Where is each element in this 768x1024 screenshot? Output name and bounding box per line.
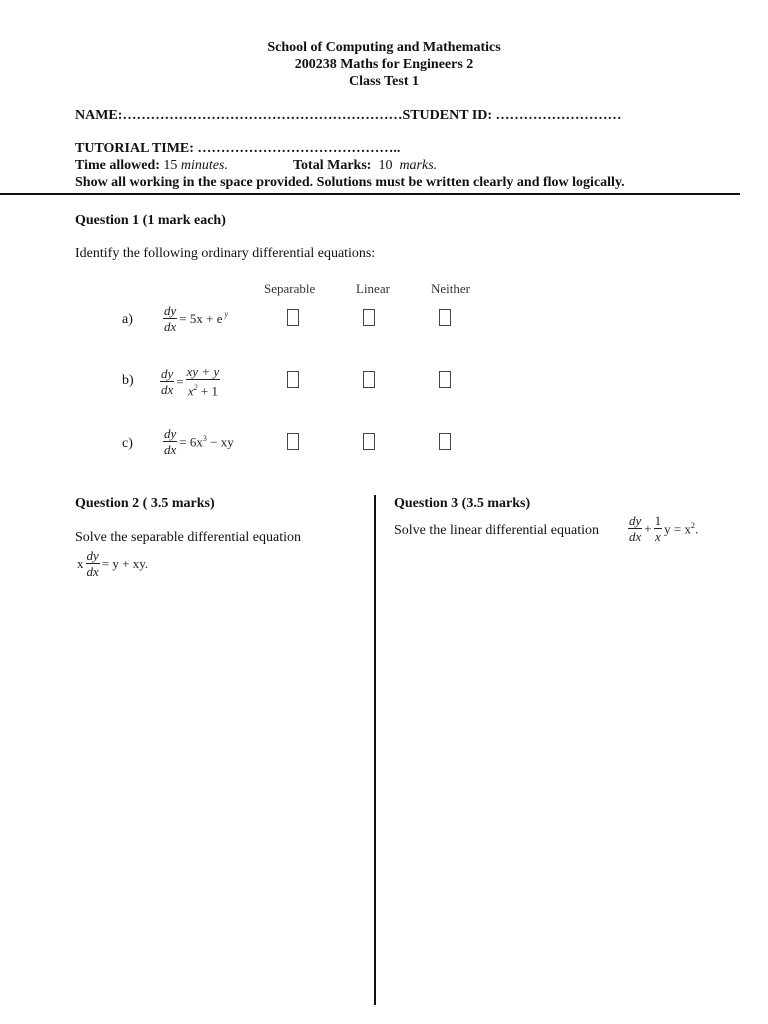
time-unit: minutes. xyxy=(180,158,228,173)
column-linear: Linear xyxy=(356,281,390,296)
question3-prompt: Solve the linear differential equation xyxy=(394,523,600,538)
checkbox-a-linear[interactable] xyxy=(363,309,375,326)
student-id-field[interactable]: ……………………… xyxy=(492,108,622,123)
equation-a xyxy=(163,303,228,335)
time-allowed xyxy=(75,158,228,174)
eq-c-den: dx xyxy=(164,442,177,457)
eq-c-sup: 3 xyxy=(202,433,207,443)
question3-equation xyxy=(628,513,700,545)
checkbox-c-separable[interactable] xyxy=(287,433,299,450)
question3-heading: Question 3 (3.5 marks) xyxy=(394,496,531,511)
time-value: 15 xyxy=(163,158,178,173)
question1-heading: Question 1 (1 mark each) xyxy=(75,213,226,228)
row-c-label: c) xyxy=(122,436,133,451)
name-row xyxy=(75,108,622,124)
equation-b xyxy=(160,364,220,399)
eq-c-num: dy xyxy=(164,426,177,441)
equation-c xyxy=(163,426,236,458)
eq-b-rhs-den-x: x xyxy=(187,383,194,399)
eq3-rhs-b: . xyxy=(694,521,699,537)
eq3-den2: x xyxy=(654,529,661,544)
eq3-den1: dx xyxy=(629,529,642,544)
question2-equation xyxy=(75,548,150,580)
column-separable: Separable xyxy=(264,281,316,296)
tutorial-row xyxy=(75,141,400,157)
eq-a-num: dy xyxy=(164,303,177,318)
eq2-num: dy xyxy=(86,548,99,563)
tutorial-field[interactable]: …………………………………….. xyxy=(193,141,401,156)
eq-a-den: dx xyxy=(164,319,177,334)
name-field[interactable]: …………………………………………………… xyxy=(122,108,403,123)
checkbox-c-neither[interactable] xyxy=(439,433,451,450)
eq-b-rhs-den-rest: + 1 xyxy=(197,383,218,399)
eq-b-rhs-den-sup: 2 xyxy=(193,383,198,392)
row-a-label: a) xyxy=(122,312,133,327)
checkbox-a-neither[interactable] xyxy=(439,309,451,326)
eq-b-equals: = xyxy=(176,373,184,389)
eq-c-rhs-b: − xy xyxy=(206,434,234,450)
eq-a-rhs: = 5x + e xyxy=(179,311,223,326)
eq3-rhs-a: y = x xyxy=(664,521,691,537)
student-id-label: STUDENT ID: xyxy=(402,108,493,123)
checkbox-b-separable[interactable] xyxy=(287,371,299,388)
eq-a-sup: y xyxy=(224,309,229,319)
eq-b-rhs-num: xy + y xyxy=(186,364,220,379)
question2-heading: Question 2 ( 3.5 marks) xyxy=(75,496,215,511)
eq3-num1: dy xyxy=(629,513,642,528)
checkbox-a-separable[interactable] xyxy=(287,309,299,326)
course-title: 200238 Maths for Engineers 2 xyxy=(294,57,474,72)
row-b-label: b) xyxy=(122,373,134,388)
tutorial-label: TUTORIAL TIME: xyxy=(75,141,194,156)
column-divider xyxy=(374,495,376,1005)
eq3-plus: + xyxy=(644,521,652,536)
header-divider xyxy=(0,193,740,195)
eq2-rhs: = y + xy. xyxy=(101,556,149,571)
eq-c-rhs-a: = 6x xyxy=(179,434,203,450)
instructions: Show all working in the space provided. Solutions must be written clearly and flow logically. xyxy=(75,175,625,190)
eq-b-num: dy xyxy=(161,365,174,381)
eq2-den: dx xyxy=(86,564,99,579)
test-title: Class Test 1 xyxy=(348,74,420,89)
total-marks xyxy=(293,158,437,174)
school-title: School of Computing and Mathematics xyxy=(267,40,501,55)
question2-prompt: Solve the separable differential equation xyxy=(75,530,301,545)
question1-prompt: Identify the following ordinary differential equations: xyxy=(75,246,376,261)
checkbox-c-linear[interactable] xyxy=(363,433,375,450)
eq3-num2: 1 xyxy=(654,513,662,528)
time-label: Time allowed: xyxy=(75,158,160,173)
marks-value: 10 xyxy=(378,158,393,173)
eq-b-den: dx xyxy=(161,381,174,397)
marks-label: Total Marks: xyxy=(293,158,372,173)
column-neither: Neither xyxy=(431,281,470,296)
checkbox-b-neither[interactable] xyxy=(439,371,451,388)
eq3-rhs-sup: 2 xyxy=(690,520,695,530)
marks-unit: marks. xyxy=(399,158,438,173)
eq2-x: x xyxy=(77,556,84,571)
checkbox-b-linear[interactable] xyxy=(363,371,375,388)
name-label: NAME: xyxy=(75,108,123,123)
